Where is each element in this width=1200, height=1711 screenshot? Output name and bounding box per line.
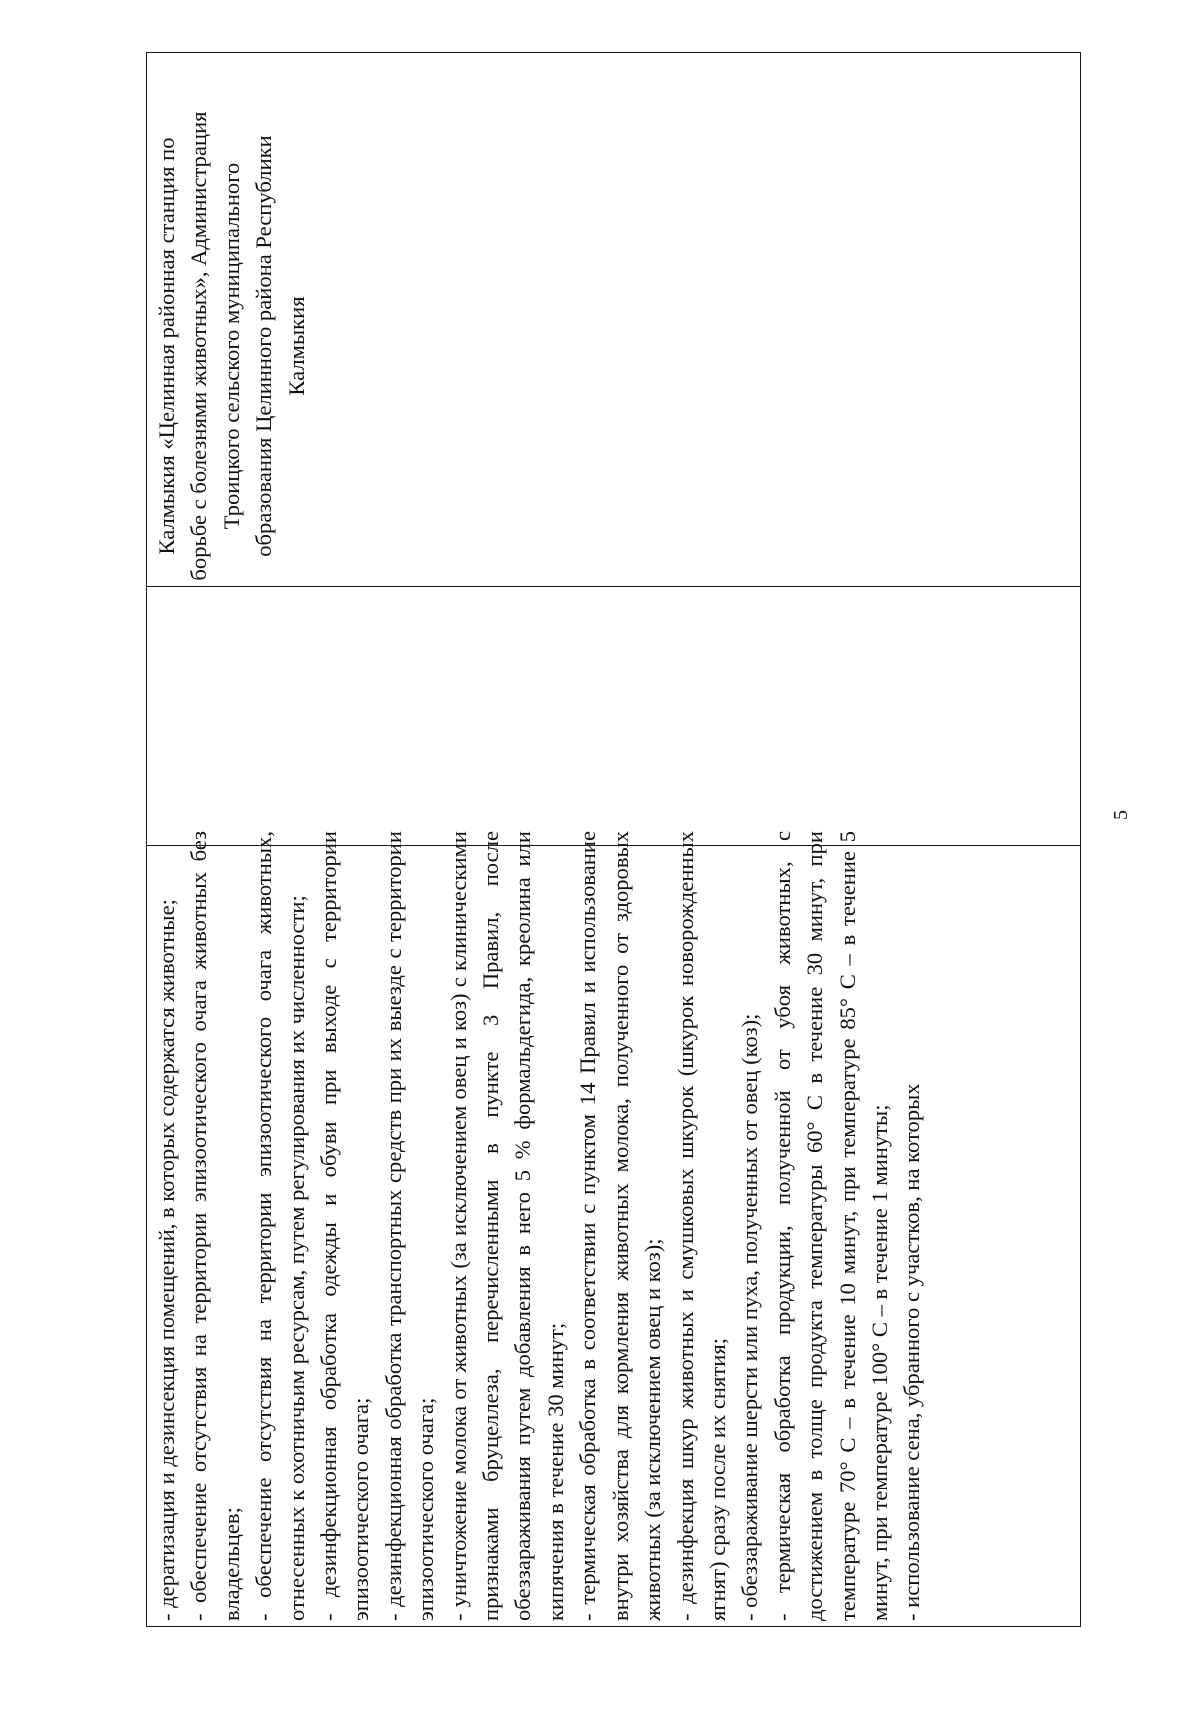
responsible-text: Калмыкия «Целинная районная станция по борьбе с болезнями животных», Администрация Троицкого сельского муниципального образования Целинного района Республики Калмыкия (154, 111, 309, 581)
table-row-divider-2 (147, 586, 1080, 587)
measure-item: - дератизация и дезинсекция помещений, в которых содержатся животные; (154, 899, 179, 1621)
measure-item: - дезинфекционная обработка одежды и обуви при выходе с территории эпизоотического очага; (316, 831, 374, 1621)
measure-item: - уничтожение молока от животных (за исключением овец и коз) с клиническими признаками бруцеллеза, перечисленными в пункте 3 Правил, после обеззараживания путем добавления в него 5 % формальдегида, креолина или кипячения в течение 30 минут; (445, 831, 568, 1621)
measures-table (146, 52, 1081, 1627)
measure-item: - обеспечение отсутствия на территории эпизоотического очага животных, отнесенных к охотничьим ресурсам, путем регулирования их численности; (251, 831, 309, 1621)
measure-item: - термическая обработка продукции, полученной от убоя животных, с достижением в толще продукта температуры 60° С в течение 30 минут, при температуре 70° С – в течение 10 минут, при температуре 85° С – в течение 5 минут, при температуре 100° С – в течение 1 минуты; (769, 831, 892, 1621)
measure-item: - использование сена, убранного с участков, на которых (899, 1083, 925, 1621)
responsible-organization-block (151, 111, 313, 581)
measure-item: - дезинфекция шкур животных и смушковых шкурок (шкурок новорожденных ягнят) сразу после их снятия; (672, 831, 730, 1621)
measure-item: - дезинфекционная обработка транспортных средств при их выезде с территории эпизоотического очага; (380, 831, 439, 1621)
measure-item: - обеспечение отсутствия на территории эпизоотического очага животных без владельцев; (186, 831, 244, 1621)
page-number: 5 (1110, 810, 1132, 820)
measure-item: - обеззараживание шерсти или пуха, полученных от овец (коз); (737, 1013, 763, 1621)
measures-text-block (151, 831, 929, 1621)
measure-item: - термическая обработка в соответствии с пунктом 14 Правил и использование внутри хозяйства для кормления животных молока, полученного от здоровых животных (за исключением овец и коз); (575, 831, 666, 1621)
